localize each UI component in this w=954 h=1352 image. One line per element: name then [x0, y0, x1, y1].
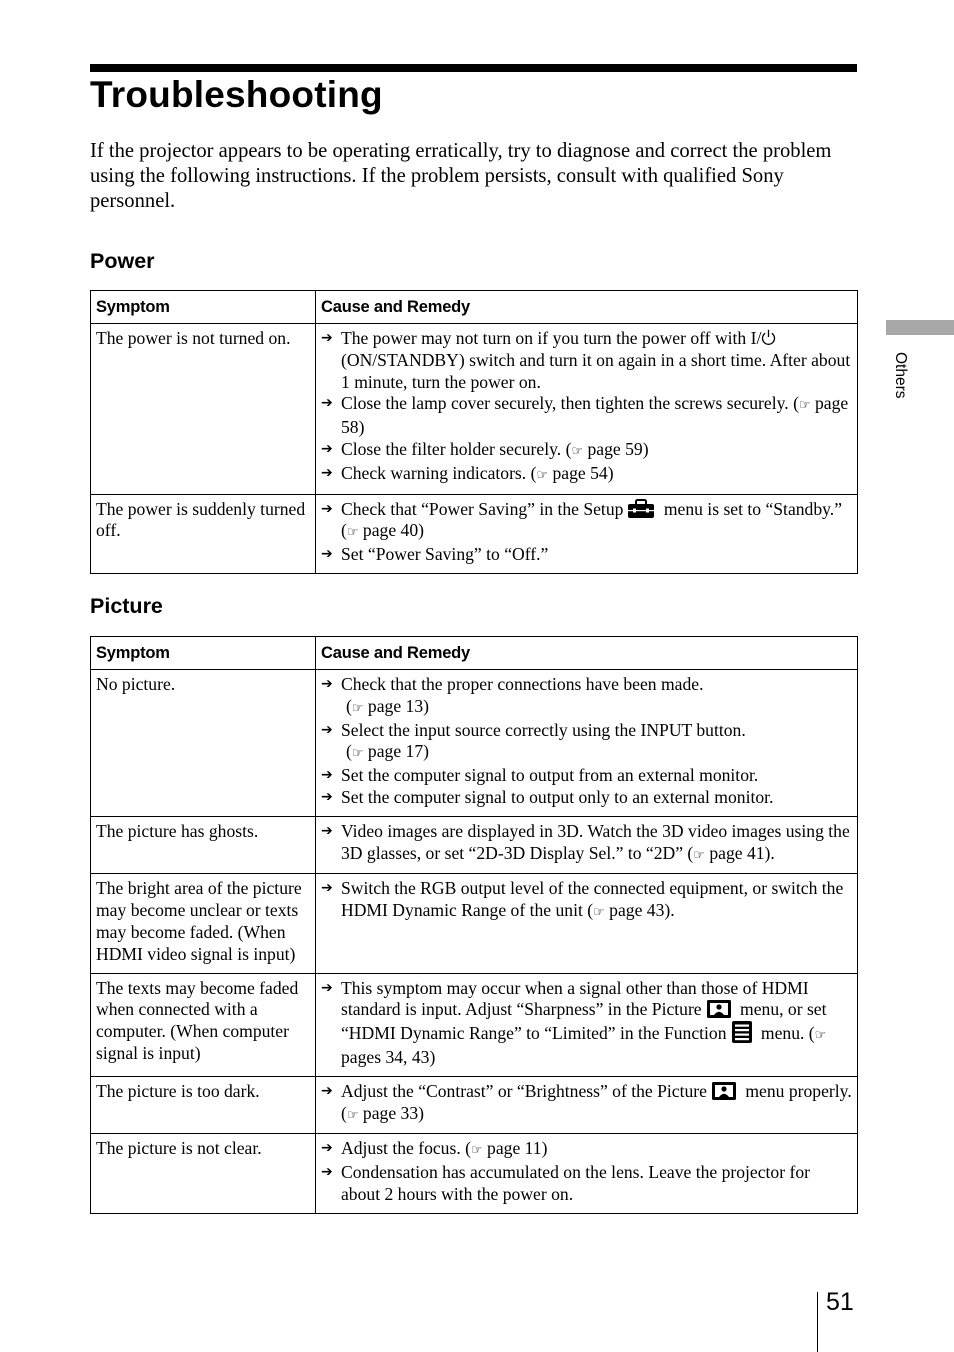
pointing-hand-icon: ☞ — [346, 525, 359, 541]
remedy-item: ➔ Set “Power Saving” to “Off.” — [321, 544, 549, 565]
pointing-hand-icon: ☞ — [798, 398, 811, 414]
picture-table — [90, 636, 858, 1214]
table-header-row — [91, 637, 858, 670]
remedy-item: ➔ Close the lamp cover securely, then tighten the screws securely. (☞ page 58) — [321, 393, 849, 438]
remedy-item: ➔ Adjust the “Contrast” or “Brightness” of the Picture menu properly. (☞ page 33) — [321, 1080, 852, 1123]
symptom-cell: The picture is not clear. — [91, 1134, 316, 1213]
table-row — [91, 1134, 858, 1213]
arrow-right-icon: ➔ — [321, 1140, 333, 1157]
arrow-right-icon: ➔ — [321, 440, 333, 457]
section-heading-power: Power — [90, 249, 155, 273]
symptom-cell: The power is suddenly turned off. — [91, 494, 316, 573]
remedy-cell — [316, 670, 858, 817]
power-standby-icon — [761, 328, 776, 348]
remedy-item: ➔ Check that “Power Saving” in the Setup menu is set to “Standby.” (☞ page 40) — [321, 498, 843, 541]
symptom-cell: The texts may become faded when connected with a computer. (When computer signal is input) — [91, 973, 316, 1076]
remedy-item: ➔ Select the input source correctly using the INPUT button. (☞ page 17) — [321, 719, 746, 762]
picture-person-icon — [706, 999, 732, 1019]
pointing-hand-icon: ☞ — [571, 443, 584, 459]
remedy-cell — [316, 816, 858, 874]
pointing-hand-icon: ☞ — [693, 847, 705, 863]
table-row — [91, 1076, 858, 1134]
pointing-hand-icon: ☞ — [346, 1107, 359, 1123]
symptom-cell: The picture is too dark. — [91, 1076, 316, 1134]
section-heading-picture: Picture — [90, 594, 163, 618]
arrow-right-icon: ➔ — [321, 979, 333, 996]
arrow-right-icon: ➔ — [321, 1082, 333, 1099]
symptom-cell: No picture. — [91, 670, 316, 817]
pointing-hand-icon: ☞ — [351, 746, 364, 762]
pointing-hand-icon: ☞ — [814, 1028, 827, 1044]
picture-person-icon — [711, 1081, 737, 1101]
setup-toolbox-icon — [627, 499, 655, 519]
remedy-cell — [316, 494, 858, 573]
remedy-item: ➔ Set the computer signal to output only to an external monitor. — [321, 786, 774, 807]
pointing-hand-icon: ☞ — [351, 700, 364, 716]
arrow-right-icon: ➔ — [321, 676, 333, 692]
intro-paragraph: If the projector appears to be operating erratically, try to diagnose and correct the problem using the following instructions. If the problem persists, consult with qualified Sony personnel. — [90, 140, 832, 212]
symptom-cell: The power is not turned on. — [91, 324, 316, 495]
symptom-cell: The picture has ghosts. — [91, 816, 316, 874]
remedy-item: ➔ Switch the RGB output level of the connected equipment, or switch the HDMI Dynamic Range of the unit (☞ page 43). — [321, 878, 844, 921]
page-number-rule — [817, 1292, 818, 1352]
symptom-header: Symptom — [91, 637, 316, 670]
table-row — [91, 973, 858, 1076]
arrow-right-icon: ➔ — [321, 721, 333, 738]
pointing-hand-icon: ☞ — [470, 1143, 483, 1159]
title-rule — [90, 64, 857, 72]
table-row — [91, 670, 858, 817]
remedy-item: ➔ The power may not turn on if you turn the power off with I/ (ON/STANDBY) switch and turn it on again in a short time. After about 1 minute, turn the power on. — [321, 328, 851, 392]
pointing-hand-icon: ☞ — [593, 905, 605, 921]
table-row — [91, 324, 858, 495]
arrow-right-icon: ➔ — [321, 1164, 333, 1181]
table-row — [91, 874, 858, 973]
arrow-right-icon: ➔ — [321, 395, 333, 412]
remedy-item: ➔ Adjust the focus. (☞ page 11) — [321, 1138, 548, 1159]
arrow-right-icon: ➔ — [321, 330, 333, 346]
section-tab-marker — [886, 320, 954, 335]
remedy-header: Cause and Remedy — [316, 291, 858, 324]
remedy-item: ➔ Close the filter holder securely. (☞ page 59) — [321, 438, 649, 459]
arrow-right-icon: ➔ — [321, 788, 333, 805]
remedy-cell — [316, 874, 858, 973]
remedy-item: ➔ Condensation has accumulated on the lens. Leave the projector for about 2 hours with the power on. — [321, 1162, 811, 1204]
table-row — [91, 494, 858, 573]
page-number: 51 — [826, 1288, 854, 1316]
table-row — [91, 816, 858, 874]
remedy-cell — [316, 1076, 858, 1134]
arrow-right-icon: ➔ — [321, 880, 333, 897]
symptom-header: Symptom — [91, 291, 316, 324]
arrow-right-icon: ➔ — [321, 767, 333, 784]
remedy-item: ➔ Check that the proper connections have been made. (☞ page 13) — [321, 674, 704, 716]
table-header-row — [91, 291, 858, 324]
power-table — [90, 290, 858, 574]
arrow-right-icon: ➔ — [321, 822, 333, 839]
remedy-cell — [316, 973, 858, 1076]
symptom-cell: The bright area of the picture may become unclear or texts may become faded. (When HDMI video signal is input) — [91, 874, 316, 973]
page-title: Troubleshooting — [90, 74, 383, 115]
section-tab-label: Others — [892, 352, 909, 399]
arrow-right-icon: ➔ — [321, 464, 333, 481]
arrow-right-icon: ➔ — [321, 546, 333, 563]
remedy-item: ➔ Video images are displayed in 3D. Watch the 3D video images using the 3D glasses, or set “2D-3D Display Sel.” to “2D” (☞ page 41). — [321, 820, 850, 863]
remedy-item: ➔ Set the computer signal to output from an external monitor. — [321, 765, 759, 786]
pointing-hand-icon: ☞ — [536, 467, 549, 483]
arrow-right-icon: ➔ — [321, 500, 333, 517]
remedy-cell — [316, 324, 858, 495]
remedy-header: Cause and Remedy — [316, 637, 858, 670]
remedy-item: ➔ This symptom may occur when a signal other than those of HDMI standard is input. Adjust “Sharpness” in the Picture menu, or set “HDMI Dynamic Range” to “Limited” in the Function menu. (☞ pages 34, 43) — [321, 977, 827, 1067]
remedy-cell — [316, 1134, 858, 1213]
function-list-icon — [731, 1021, 753, 1041]
remedy-item: ➔ Check warning indicators. (☞ page 54) — [321, 462, 614, 483]
